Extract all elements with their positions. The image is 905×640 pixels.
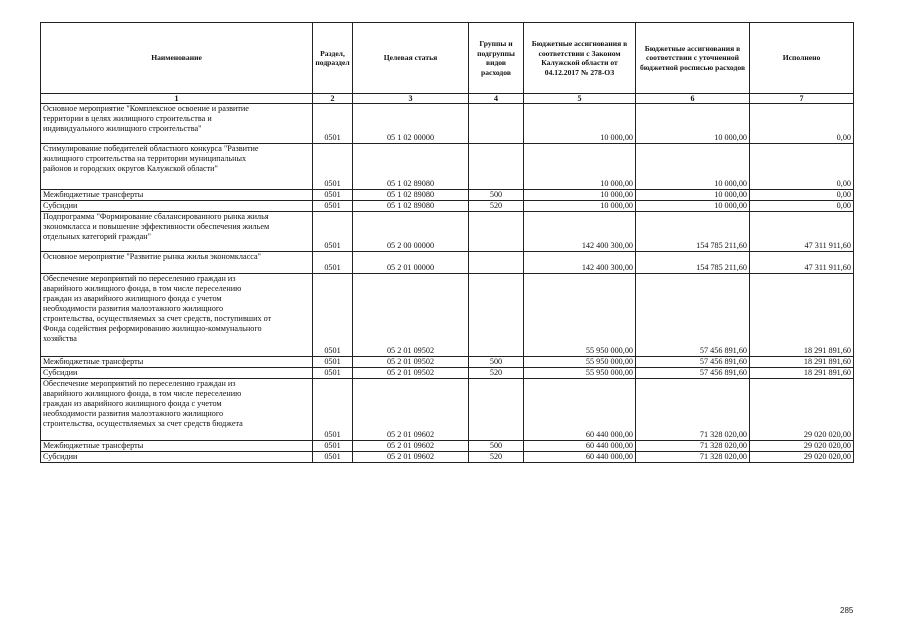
column-number: 1 bbox=[41, 94, 313, 104]
row-law-amount: 142 400 300,00 bbox=[524, 212, 636, 252]
row-target: 05 1 02 00000 bbox=[353, 104, 469, 144]
header-name: Наименование bbox=[41, 23, 313, 94]
column-number: 2 bbox=[313, 94, 353, 104]
header-groups: Группы и подгруппы видов расходов bbox=[469, 23, 524, 94]
table-row bbox=[41, 368, 854, 379]
page-number: 285 bbox=[840, 606, 854, 615]
row-refined-amount: 10 000,00 bbox=[636, 144, 750, 190]
row-name: Субсидии bbox=[41, 368, 313, 379]
column-number: 5 bbox=[524, 94, 636, 104]
row-refined-amount: 57 456 891,60 bbox=[636, 274, 750, 357]
row-refined-amount: 57 456 891,60 bbox=[636, 357, 750, 368]
row-target: 05 1 02 89080 bbox=[353, 190, 469, 201]
row-name: Подпрограмма "Формирование сбалансированного рынка жилья экономкласса и повышение эффективности обеспечения жильем отдельных категорий граждан" bbox=[41, 212, 313, 252]
row-group bbox=[469, 104, 524, 144]
row-law-amount: 60 440 000,00 bbox=[524, 452, 636, 463]
row-law-amount: 10 000,00 bbox=[524, 104, 636, 144]
row-target: 05 2 01 09602 bbox=[353, 452, 469, 463]
row-target: 05 2 01 00000 bbox=[353, 252, 469, 274]
row-group: 520 bbox=[469, 368, 524, 379]
row-law-amount: 60 440 000,00 bbox=[524, 379, 636, 441]
row-executed-amount: 0,00 bbox=[750, 144, 854, 190]
row-target: 05 2 00 00000 bbox=[353, 212, 469, 252]
row-target: 05 2 01 09502 bbox=[353, 368, 469, 379]
column-number: 4 bbox=[469, 94, 524, 104]
row-law-amount: 10 000,00 bbox=[524, 190, 636, 201]
table-row bbox=[41, 357, 854, 368]
row-section: 0501 bbox=[313, 252, 353, 274]
row-name: Межбюджетные трансферты bbox=[41, 190, 313, 201]
row-law-amount: 60 440 000,00 bbox=[524, 441, 636, 452]
header-law: Бюджетные ассигнования в соответствии с Законом Калужской области от 04.12.2017 № 278-ОЗ bbox=[524, 23, 636, 94]
row-executed-amount: 18 291 891,60 bbox=[750, 274, 854, 357]
row-refined-amount: 71 328 020,00 bbox=[636, 441, 750, 452]
row-refined-amount: 10 000,00 bbox=[636, 190, 750, 201]
row-refined-amount: 10 000,00 bbox=[636, 201, 750, 212]
row-target: 05 1 02 89080 bbox=[353, 144, 469, 190]
row-section: 0501 bbox=[313, 104, 353, 144]
header-executed: Исполнено bbox=[750, 23, 854, 94]
column-number-row bbox=[41, 94, 854, 104]
row-section: 0501 bbox=[313, 274, 353, 357]
row-executed-amount: 0,00 bbox=[750, 104, 854, 144]
row-name: Субсидии bbox=[41, 201, 313, 212]
header-section: Раздел, подраздел bbox=[313, 23, 353, 94]
column-number: 3 bbox=[353, 94, 469, 104]
row-executed-amount: 0,00 bbox=[750, 201, 854, 212]
row-name: Субсидии bbox=[41, 452, 313, 463]
row-section: 0501 bbox=[313, 379, 353, 441]
row-refined-amount: 10 000,00 bbox=[636, 104, 750, 144]
row-group: 500 bbox=[469, 190, 524, 201]
row-group bbox=[469, 379, 524, 441]
row-law-amount: 10 000,00 bbox=[524, 201, 636, 212]
header-refined: Бюджетные ассигнования в соответствии с уточненной бюджетной росписью расходов bbox=[636, 23, 750, 94]
row-name: Межбюджетные трансферты bbox=[41, 441, 313, 452]
table-row bbox=[41, 201, 854, 212]
row-group: 500 bbox=[469, 357, 524, 368]
row-section: 0501 bbox=[313, 201, 353, 212]
table-row bbox=[41, 212, 854, 252]
row-group bbox=[469, 212, 524, 252]
row-name: Основное мероприятие "Развитие рынка жилья экономкласса" bbox=[41, 252, 313, 274]
row-refined-amount: 154 785 211,60 bbox=[636, 252, 750, 274]
table-row bbox=[41, 452, 854, 463]
row-group bbox=[469, 252, 524, 274]
header-target: Целевая статья bbox=[353, 23, 469, 94]
row-executed-amount: 47 311 911,60 bbox=[750, 212, 854, 252]
row-refined-amount: 154 785 211,60 bbox=[636, 212, 750, 252]
table-row bbox=[41, 190, 854, 201]
row-target: 05 2 01 09602 bbox=[353, 441, 469, 452]
row-law-amount: 10 000,00 bbox=[524, 144, 636, 190]
table-row bbox=[41, 104, 854, 144]
row-law-amount: 55 950 000,00 bbox=[524, 357, 636, 368]
row-law-amount: 142 400 300,00 bbox=[524, 252, 636, 274]
row-target: 05 2 01 09602 bbox=[353, 379, 469, 441]
table-row bbox=[41, 441, 854, 452]
column-number: 6 bbox=[636, 94, 750, 104]
row-section: 0501 bbox=[313, 441, 353, 452]
row-section: 0501 bbox=[313, 452, 353, 463]
row-group: 520 bbox=[469, 201, 524, 212]
row-name: Межбюджетные трансферты bbox=[41, 357, 313, 368]
row-executed-amount: 18 291 891,60 bbox=[750, 368, 854, 379]
row-name: Основное мероприятие "Комплексное освоение и развитие территории в целях жилищного строительства и индивидуального жилищного строительства" bbox=[41, 104, 313, 144]
budget-table bbox=[40, 22, 854, 463]
row-refined-amount: 57 456 891,60 bbox=[636, 368, 750, 379]
row-target: 05 2 01 09502 bbox=[353, 274, 469, 357]
row-group bbox=[469, 274, 524, 357]
row-section: 0501 bbox=[313, 190, 353, 201]
row-executed-amount: 47 311 911,60 bbox=[750, 252, 854, 274]
row-target: 05 1 02 89080 bbox=[353, 201, 469, 212]
row-section: 0501 bbox=[313, 144, 353, 190]
row-group: 500 bbox=[469, 441, 524, 452]
row-name: Обеспечение мероприятий по переселению граждан из аварийного жилищного фонда, в том числе переселению граждан из аварийного жилищного фонда с учетом необходимости развития малоэтажного жилищного строительства, осуществляемых за счет средств, поступивших от Фонда содействия реформированию жилищно-коммунального хозяйства bbox=[41, 274, 313, 357]
row-law-amount: 55 950 000,00 bbox=[524, 368, 636, 379]
row-executed-amount: 18 291 891,60 bbox=[750, 357, 854, 368]
row-refined-amount: 71 328 020,00 bbox=[636, 379, 750, 441]
table-row bbox=[41, 379, 854, 441]
table-row bbox=[41, 252, 854, 274]
row-executed-amount: 29 020 020,00 bbox=[750, 452, 854, 463]
row-section: 0501 bbox=[313, 368, 353, 379]
column-number: 7 bbox=[750, 94, 854, 104]
row-section: 0501 bbox=[313, 212, 353, 252]
row-executed-amount: 29 020 020,00 bbox=[750, 441, 854, 452]
row-section: 0501 bbox=[313, 357, 353, 368]
row-law-amount: 55 950 000,00 bbox=[524, 274, 636, 357]
row-name: Стимулирование победителей областного конкурса "Развитие жилищного строительства на территории муниципальных районов и городских округов Калужской области" bbox=[41, 144, 313, 190]
row-name: Обеспечение мероприятий по переселению граждан из аварийного жилищного фонда, в том числе переселению граждан из аварийного жилищного фонда с учетом необходимости развития малоэтажного жилищного строительства, осуществляемых за счет средств бюджета bbox=[41, 379, 313, 441]
row-group bbox=[469, 144, 524, 190]
table-row bbox=[41, 274, 854, 357]
row-executed-amount: 0,00 bbox=[750, 190, 854, 201]
table-body bbox=[41, 104, 854, 463]
header-row bbox=[41, 23, 854, 94]
row-executed-amount: 29 020 020,00 bbox=[750, 379, 854, 441]
row-target: 05 2 01 09502 bbox=[353, 357, 469, 368]
row-refined-amount: 71 328 020,00 bbox=[636, 452, 750, 463]
table-row bbox=[41, 144, 854, 190]
row-group: 520 bbox=[469, 452, 524, 463]
